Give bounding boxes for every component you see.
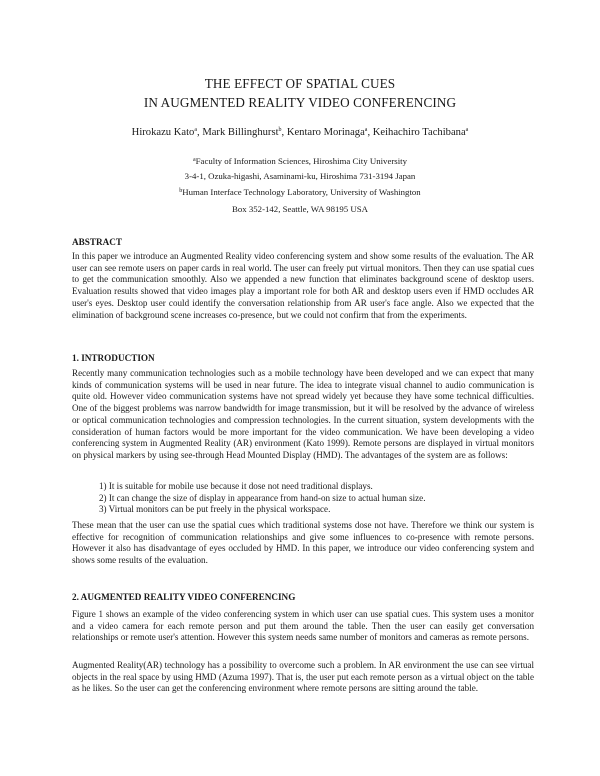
list-item: 1) It is suitable for mobile use because it dose not need traditional displays. xyxy=(99,481,373,491)
list-item: 3) Virtual monitors can be put freely in the physical workspace. xyxy=(99,504,331,515)
advantages-list xyxy=(99,481,425,516)
section-2-heading: 2. AUGMENTED REALITY VIDEO CONFERENCING xyxy=(72,592,296,602)
affiliation-b-line-2: Box 352-142, Seattle, WA 98195 USA xyxy=(232,204,368,214)
author-name: Hirokazu Kato xyxy=(131,127,195,138)
section-2-paragraph-1: Figure 1 shows an example of the video conferencing system in which user can use spatial cues. This system uses a monitor and a video camera for each remote person and put them around the table. Then the user can easily get conversation relationships or remote user's attention. However this system needs same number of monitors and cameras as remote persons. xyxy=(72,609,534,643)
affiliation-mark: a xyxy=(364,127,368,133)
affiliation-a-line-1: $^a$Faculty of Information Sciences, Hiroshima City University xyxy=(192,156,407,166)
list-item: 2) It can change the size of display in appearance from hand-on size to actual human size. xyxy=(99,492,426,503)
abstract-text: In this paper we introduce an Augmented Reality video conferencing system and show some results of the evaluation. The AR user can see remote users on paper cards in real world. The user can freely put virtual monitors. Then they can use spatial cues to get the communication smoothly. Also we appended a new function that eliminates background scene of desktop users. Evaluation results showed that video images play a important role for both AR and desktop users even if HMD occludes AR user's eyes. Desktop user could identify the conversation relationship from AR user's face angle. Also we expected that the elimination of background scene increases co-presence, but we could not confirm that from the experiments. xyxy=(72,251,534,320)
section-1-paragraph-2: These mean that the user can use the spatial cues which traditional systems dose not have. Therefore we think our system is effective for recognition of communication relationships and give some influences to co-presence with remote persons. However it also has disadvantage of eyes occluded by HMD. In this paper, we introduce our video conferencing system and shows some results of the evaluation. xyxy=(72,520,534,566)
author-name: Mark Billinghurst xyxy=(202,127,279,138)
author-name: Keihachiro Tachibana xyxy=(372,127,466,138)
title-line-2: IN AUGMENTED REALITY VIDEO CONFERENCING xyxy=(143,95,457,110)
affiliation-mark: b xyxy=(278,127,282,133)
abstract-heading: ABSTRACT xyxy=(72,237,123,247)
affiliation-mark: a xyxy=(465,127,469,133)
affiliation-b-line-1: $^b$Human Interface Technology Laboratory, University of Washington xyxy=(179,187,421,197)
author-name: Kentaro Morinaga xyxy=(286,127,365,138)
affiliation-a-line-2: 3-4-1, Ozuka-higashi, Asaminami-ku, Hiroshima 731-3194 Japan xyxy=(184,171,416,181)
section-1-heading: 1. INTRODUCTION xyxy=(72,353,155,363)
author-list: Hirokazu Kato$^a$, Mark Billinghurst$^b$, Kentaro Morinaga$^a$, Keihachiro Tachibana$^a$ xyxy=(131,127,469,138)
title-line-1: THE EFFECT OF SPATIAL CUES xyxy=(204,76,396,91)
section-1-paragraph-1: Recently many communication technologies such as a mobile technology have been developed and we can expect that many kinds of communication systems will be used in near future. The idea to integrate visual channel to audio communication is quite old. However video communication systems have not spread widely yet because they have some technical difficulties. One of the biggest problems was narrow bandwidth for image transmission, but it will be resolved by the advance of wireless or optical communication technologies and compression technologies. In the current situation, system developments with the consideration of human factors would be more important for the video communication. We have been developing a video conferencing system in Augmented Reality (AR) environment (Kato 1999). Remote persons are displayed in virtual monitors on physical markers by using see-through Head Mounted Display (HMD). The advantages of the system are as follows: xyxy=(72,368,534,460)
section-2-paragraph-2: Augmented Reality(AR) technology has a possibility to overcome such a problem. In AR environment the use can see virtual objects in the real space by using HMD (Azuma 1997). That is, the user put each remote person as a virtual object on the table as he likes. So the user can get the conferencing environment where remote persons are sitting around the table. xyxy=(72,660,534,694)
affiliation-mark: a xyxy=(194,127,198,133)
